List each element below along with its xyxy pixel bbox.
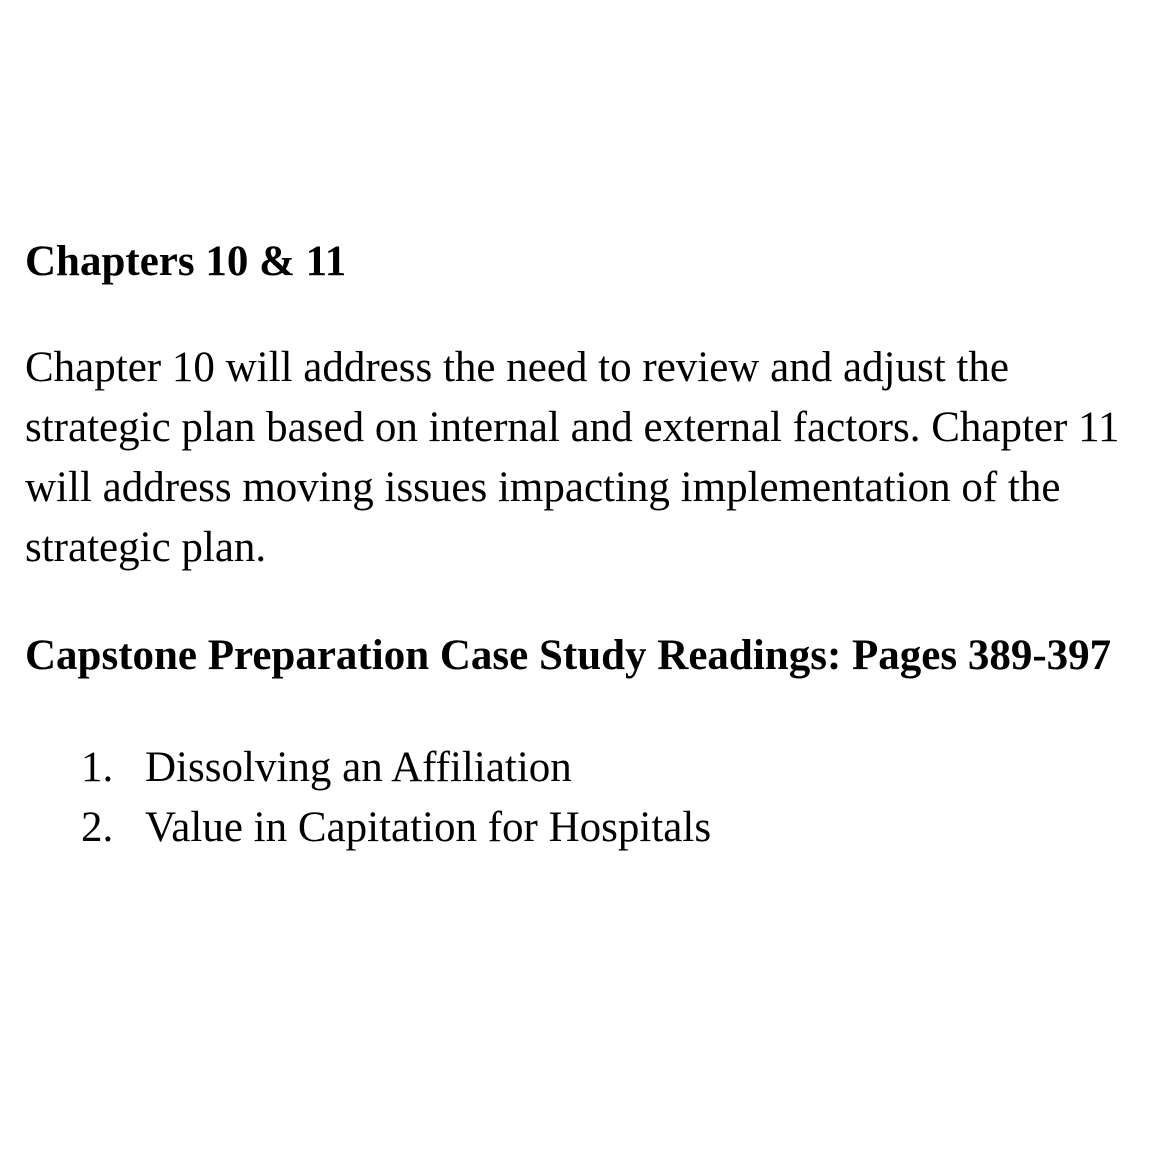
list-item-number: 2.: [81, 804, 114, 851]
list-item-title: Dissolving an Affiliation: [145, 744, 572, 791]
list-item-number: 1.: [81, 744, 114, 791]
capstone-readings-heading: Capstone Preparation Case Study Readings: Pages 389-397: [25, 632, 1112, 679]
chapters-description: Chapter 10 will address the need to review and adjust the strategic plan based on internal and external factors. Chapter 11 will address moving issues impacting implementation of the strategic plan.: [25, 344, 1120, 571]
document-page: [25, 232, 1145, 858]
list-item-title: Value in Capitation for Hospitals: [145, 804, 712, 851]
readings-list: [25, 738, 1145, 858]
list-item: [25, 738, 1145, 798]
list-item: [25, 798, 1145, 858]
chapters-heading: Chapters 10 & 11: [25, 238, 347, 285]
